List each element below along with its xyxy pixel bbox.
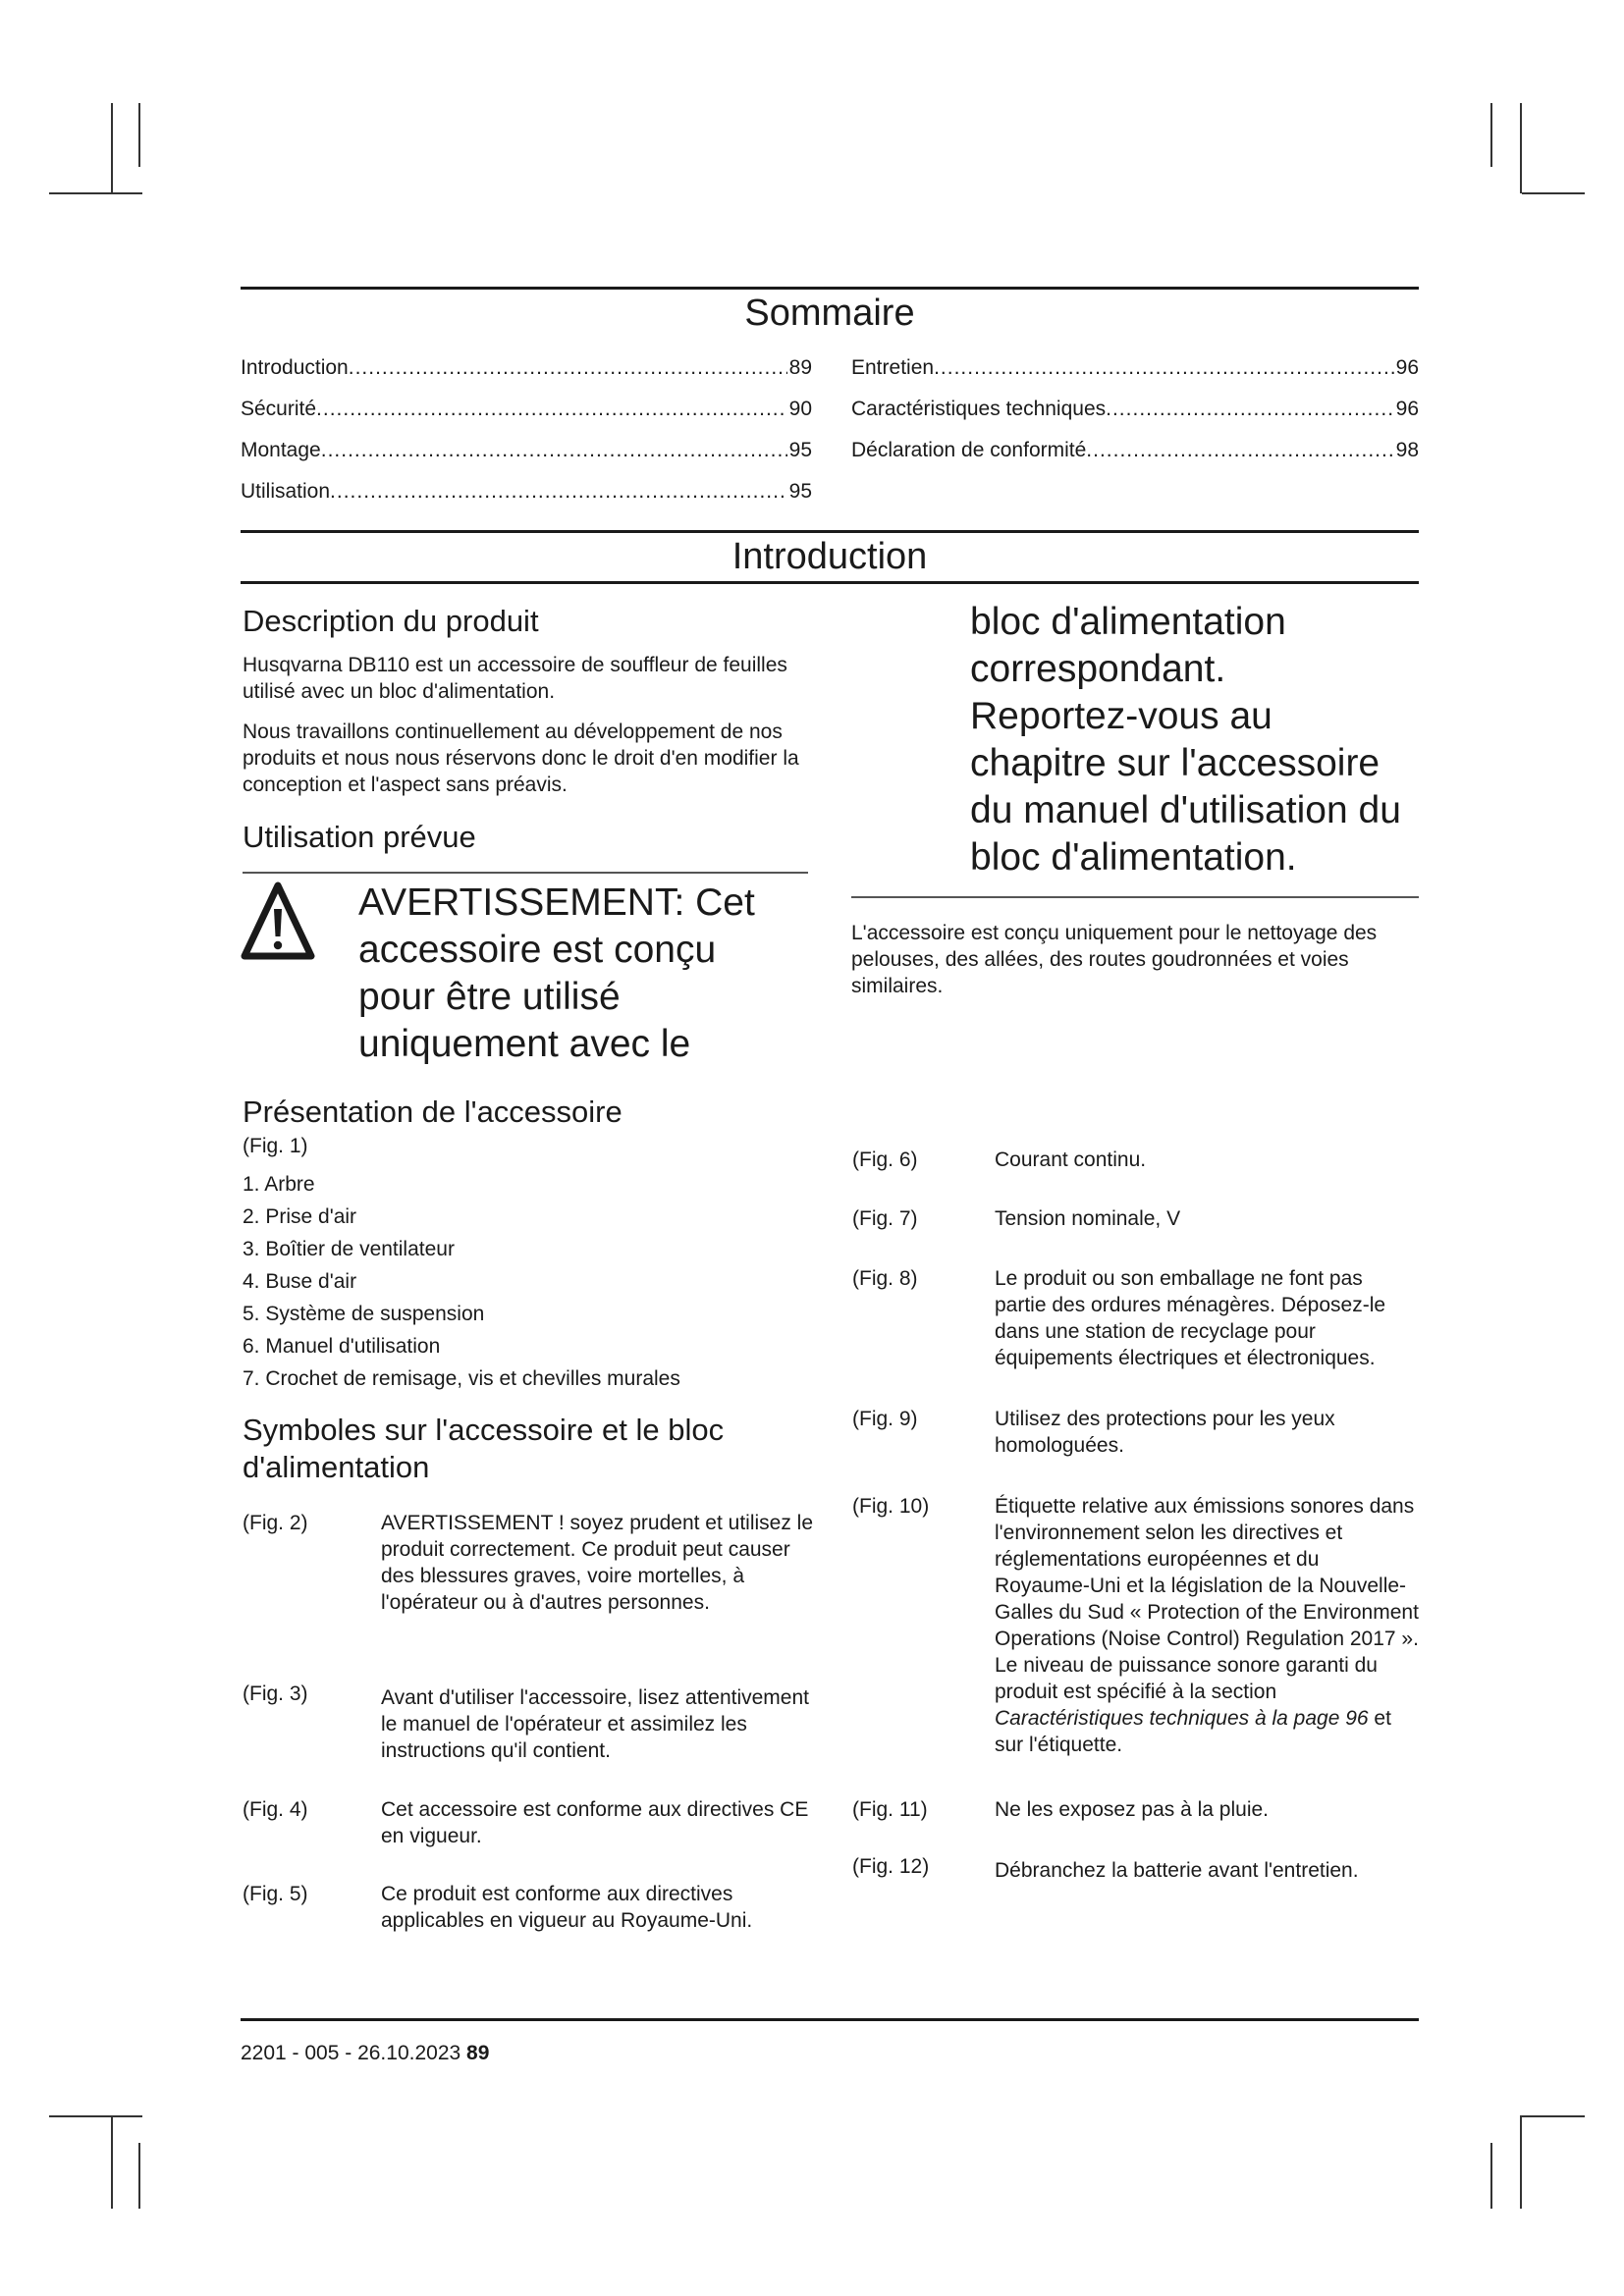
intro-bottom-rule bbox=[241, 581, 1419, 584]
symbol-fig-ref: (Fig. 7) bbox=[852, 1207, 918, 1230]
symbol-fig-ref: (Fig. 2) bbox=[243, 1512, 308, 1534]
intro-title: Introduction bbox=[731, 536, 928, 577]
symbols-heading: Symboles sur l'accessoire et le bloc d'alimentation bbox=[243, 1413, 725, 1484]
symbol-description: Étiquette relative aux émissions sonores dans l'environnement selon les directives et réglementations européennes et du Royaume-Uni et la législation de la Nouvelle-Galles du Sud « Protection of the Environment Operations (Noise Control) Regulation 2017 ». Le niveau de puissance sonore garanti du produit est spécifié à la section Caractéristiques techniques à la page 96 et sur l'étiquette. bbox=[995, 1495, 1419, 1756]
symbol-description: AVERTISSEMENT ! soyez prudent et utilisez le produit correctement. Ce produit peut causer des blessures graves, voire mortelles, à l'opérateur ou à d'autres personnes. bbox=[381, 1512, 814, 1614]
symbol-fig-ref: (Fig. 10) bbox=[852, 1495, 930, 1518]
cross-reference-link[interactable]: Caractéristiques techniques à la page 96 bbox=[995, 1707, 1369, 1730]
toc-entry[interactable]: Déclaration de conformité ..... 98 bbox=[851, 437, 1419, 464]
list-item: 7. Crochet de remisage, vis et chevilles murales bbox=[243, 1367, 680, 1390]
description-paragraph-1: Husqvarna DB110 est un accessoire de souffleur de feuilles utilisé avec un bloc d'alimentation. bbox=[243, 654, 787, 703]
symbol-fig-ref: (Fig. 5) bbox=[243, 1883, 308, 1905]
toc-entry[interactable]: Introduction ..... 89 bbox=[241, 354, 812, 382]
intended-use-rule bbox=[243, 872, 808, 874]
page-number: 89 bbox=[466, 2042, 490, 2064]
intended-use-heading: Utilisation prévue bbox=[243, 820, 476, 854]
symbol-fig-ref: (Fig. 9) bbox=[852, 1408, 918, 1430]
symbol-description: Utilisez des protections pour les yeux homologuées. bbox=[995, 1408, 1335, 1457]
symbol-description: Tension nominale, V bbox=[995, 1207, 1181, 1230]
list-item: 4. Buse d'air bbox=[243, 1270, 357, 1293]
symbol-description: Débranchez la batterie avant l'entretien. bbox=[995, 1859, 1359, 1882]
toc-entry[interactable]: Caractéristiques techniques ..... 96 bbox=[851, 396, 1419, 423]
list-item: 5. Système de suspension bbox=[243, 1303, 485, 1325]
symbol-fig-ref: (Fig. 4) bbox=[243, 1798, 308, 1821]
toc-entry[interactable]: Utilisation ..... 95 bbox=[241, 478, 812, 506]
description-heading: Description du produit bbox=[243, 604, 539, 638]
intro-top-rule bbox=[241, 530, 1419, 533]
list-item: 1. Arbre bbox=[243, 1173, 315, 1196]
list-item: 3. Boîtier de ventilateur bbox=[243, 1238, 455, 1260]
toc-entry[interactable]: Sécurité ..... 90 bbox=[241, 396, 812, 423]
symbol-fig-ref: (Fig. 3) bbox=[243, 1682, 308, 1705]
symbol-description: Le produit ou son emballage ne font pas partie des ordures ménagères. Déposez-le dans une station de recyclage pour équipements électriques et électroniques. bbox=[995, 1267, 1386, 1369]
list-item: 6. Manuel d'utilisation bbox=[243, 1335, 441, 1358]
toc-entry[interactable]: Entretien ..... 96 bbox=[851, 354, 1419, 382]
list-item: 2. Prise d'air bbox=[243, 1205, 357, 1228]
symbol-fig-ref: (Fig. 6) bbox=[852, 1148, 918, 1171]
page-footer bbox=[241, 2042, 489, 2065]
toc-entry[interactable]: Montage ..... 95 bbox=[241, 437, 812, 464]
warning-triangle-icon bbox=[241, 880, 315, 968]
overview-fig-ref: (Fig. 1) bbox=[243, 1135, 308, 1157]
description-paragraph-2: Nous travaillons continuellement au développement de nos produits et nous nous réservons donc le droit d'en modifier la conception et l'aspect sans préavis. bbox=[243, 721, 799, 796]
symbol-fig-ref: (Fig. 8) bbox=[852, 1267, 918, 1290]
document-reference: 2201 - 005 - 26.10.2023 bbox=[241, 2042, 461, 2064]
footer-rule bbox=[241, 2018, 1419, 2021]
symbol-description: Avant d'utiliser l'accessoire, lisez attentivement le manuel de l'opérateur et assimilez les instructions qu'il contient. bbox=[381, 1686, 809, 1762]
symbol-description: Ne les exposez pas à la pluie. bbox=[995, 1798, 1269, 1821]
warning-end-rule bbox=[851, 896, 1419, 898]
intended-use-text: L'accessoire est conçu uniquement pour le nettoyage des pelouses, des allées, des routes goudronnées et voies similaires. bbox=[851, 922, 1378, 997]
symbol-description: Courant continu. bbox=[995, 1148, 1147, 1171]
toc-top-rule bbox=[241, 287, 1419, 290]
symbol-fig-ref: (Fig. 12) bbox=[852, 1855, 930, 1878]
symbol-description: Ce produit est conforme aux directives applicables en vigueur au Royaume-Uni. bbox=[381, 1883, 753, 1932]
symbol-description: Cet accessoire est conforme aux directives CE en vigueur. bbox=[381, 1798, 809, 1847]
overview-heading: Présentation de l'accessoire bbox=[243, 1095, 623, 1129]
symbol-fig-ref: (Fig. 11) bbox=[852, 1798, 928, 1821]
toc-title: Sommaire bbox=[744, 293, 915, 334]
